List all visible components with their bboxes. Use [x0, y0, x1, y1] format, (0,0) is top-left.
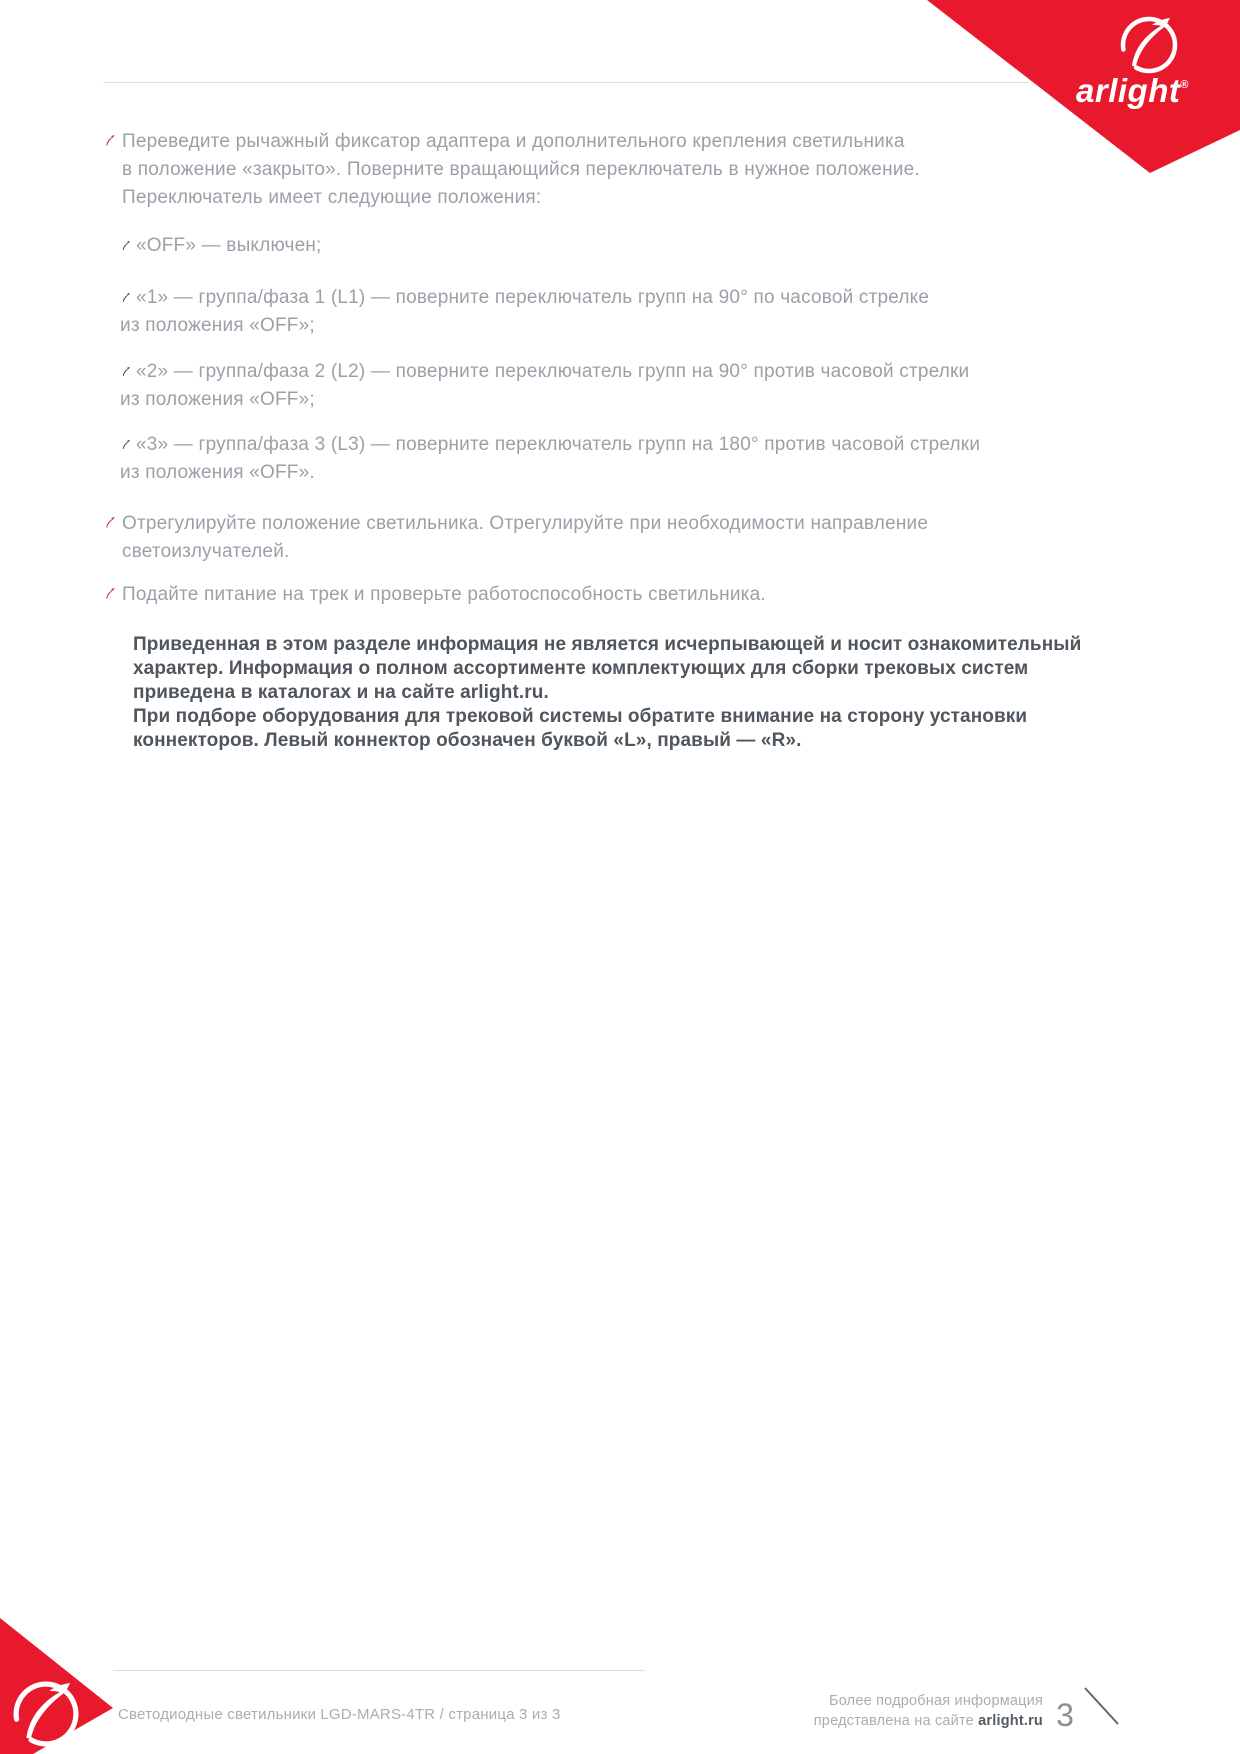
- note-line: приведена в каталогах и на сайте arlight.ru.: [133, 682, 549, 703]
- list-item-text: в положение «закрыто». Поверните вращающийся переключатель в нужное положение.: [122, 159, 920, 180]
- list-item-text: Переключатель имеет следующие положения:: [122, 187, 542, 208]
- arlight-arrow-bullet-icon: [120, 292, 132, 304]
- arlight-arrow-bullet-icon: [120, 240, 132, 252]
- arlight-arrow-bullet-icon: [103, 587, 117, 601]
- note-block: [133, 633, 1081, 753]
- list-item-text: «2» — группа/фаза 2 (L2) — поверните переключатель групп на 90° против часовой стрелки: [136, 361, 970, 382]
- footer-info: [743, 1692, 1043, 1731]
- list-item: [120, 431, 980, 487]
- list-item: [103, 510, 928, 566]
- footer-info-line2: [743, 1712, 1043, 1732]
- list-item: [103, 128, 920, 212]
- list-item-text: светоизлучателей.: [122, 541, 290, 562]
- registered-mark: ®: [1180, 79, 1189, 91]
- footer-info-line2-prefix: представлена на сайте: [813, 1712, 979, 1729]
- arlight-arrow-bullet-icon: [120, 439, 132, 451]
- arlight-arrow-bullet-icon: [120, 366, 132, 378]
- arlight-wordmark: [1076, 72, 1236, 110]
- note-line: характер. Информация о полном ассортименте комплектующих для сборки трековых систем: [133, 658, 1029, 679]
- list-item: [120, 232, 322, 260]
- list-item-text: Отрегулируйте положение светильника. Отрегулируйте при необходимости направление: [122, 513, 929, 534]
- footer-document-title: Светодиодные светильники LGD-MARS-4TR / страница 3 из 3: [118, 1706, 561, 1723]
- list-item-text: из положения «OFF»;: [120, 389, 315, 410]
- diagonal-slash-icon: [1082, 1685, 1122, 1727]
- top-divider: [103, 82, 1028, 83]
- list-item-text: Подайте питание на трек и проверьте работоспособность светильника.: [122, 584, 766, 605]
- arlight-arrow-bullet-icon: [103, 134, 117, 148]
- page-number: 3: [1056, 1697, 1074, 1733]
- list-item-text: «OFF» — выключен;: [136, 235, 322, 256]
- list-item: [103, 581, 766, 609]
- arlight-wordmark-text: arlight: [1076, 72, 1181, 109]
- list-item: [120, 284, 929, 340]
- footer-info-line1: Более подробная информация: [829, 1693, 1043, 1709]
- note-line: коннекторов. Левый коннектор обозначен буквой «L», правый — «R».: [133, 730, 802, 751]
- list-item-text: «3» — группа/фаза 3 (L3) — поверните переключатель групп на 180° против часовой стрелки: [136, 434, 981, 455]
- list-item-text: из положения «OFF»;: [120, 315, 315, 336]
- list-item-text: «1» — группа/фаза 1 (L1) — поверните переключатель групп на 90° по часовой стрелке: [136, 287, 930, 308]
- list-item: [120, 358, 969, 414]
- list-item-text: из положения «OFF».: [120, 462, 315, 483]
- list-item-text: Переведите рычажный фиксатор адаптера и дополнительного крепления светильника: [122, 131, 905, 152]
- arlight-arrow-bullet-icon: [103, 516, 117, 530]
- footer-divider: [113, 1670, 645, 1671]
- note-line: Приведенная в этом разделе информация не является исчерпывающей и носит ознакомительный: [133, 634, 1082, 655]
- note-line: При подборе оборудования для трековой системы обратите внимание на сторону установки: [133, 706, 1028, 727]
- bottom-left-red-banner: [0, 1610, 130, 1754]
- footer-site-name: arlight.ru: [978, 1712, 1043, 1729]
